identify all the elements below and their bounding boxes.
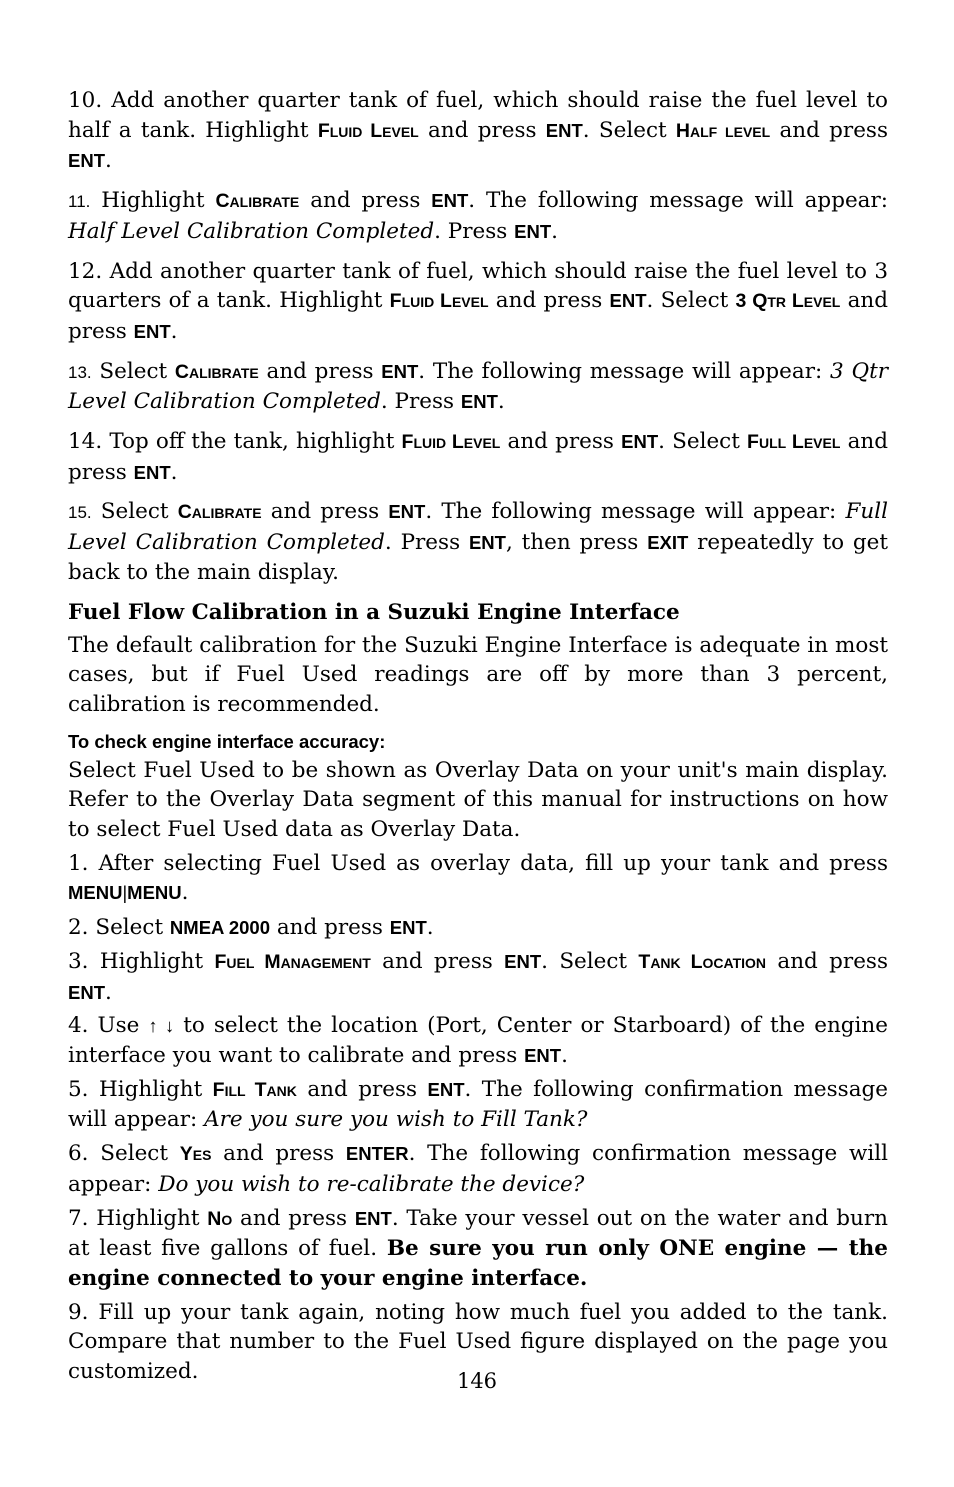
section-heading: Fuel Flow Calibration in a Suzuki Engine Interface (68, 599, 680, 625)
menu-term: Half level (675, 119, 771, 142)
key-label: ENT (389, 917, 427, 939)
step-1: 1. After selecting Fuel Used as overlay data, fill up your tank and press MENU|MENU. (68, 850, 888, 906)
step-9: 9. Fill up your tank again, noting how much fuel you added to the tank. Compare that number to the Fuel Used figure displayed on the page you customized. (68, 1299, 888, 1385)
step-14: 14. Top off the tank, highlight Fluid Level and press ENT. Select Full Level and press ENT. (68, 429, 889, 485)
message-text: Half Level Calibration Completed (68, 218, 435, 244)
step-15: 15. Select Calibrate and press ENT. The following message will appear: Full Level Calibration Completed. Press ENT, then press EXIT repeatedly to get back to the main display. (68, 499, 888, 585)
key-label: ENT (381, 360, 419, 382)
menu-term: Fill Tank (212, 1078, 297, 1101)
arrow-keys-icon: ↑ ↓ (148, 1015, 175, 1037)
key-label: ENT (427, 1078, 465, 1100)
key-label: ENT (504, 950, 542, 972)
key-label: ENT (545, 119, 583, 141)
key-label: ENT (68, 981, 105, 1003)
message-text: Do you wish to re-calibrate the device? (158, 1171, 585, 1197)
page-number: 146 (456, 1369, 498, 1393)
check-paragraph: Select Fuel Used to be shown as Overlay Data on your unit's main display. Refer to the Overlay Data segment of this manual for instructions on how to select Fuel Used data as Overlay Data. (68, 757, 888, 843)
menu-term: Calibrate (215, 190, 300, 213)
key-label: MENU (68, 882, 123, 904)
message-text: 3 Qtr Level Calibration Completed (68, 358, 888, 415)
menu-term: Fluid Level (389, 290, 489, 313)
key-label: ENT (68, 150, 105, 172)
key-label: ENT (431, 190, 469, 212)
menu-term: Fuel Management (214, 950, 371, 973)
step-12: 12. Add another quarter tank of fuel, which should raise the fuel level to 3 quarters of a tank. Highlight Fluid Level and press ENT. Select 3 Qtr Level and press ENT. (68, 258, 889, 344)
manual-page (68, 86, 888, 1391)
step-7: 7. Highlight No and press ENT. Take your vessel out on the water and burn at least five gallons of fuel. Be sure you run only ONE engine — the engine connected to your engine interface. (68, 1205, 888, 1291)
menu-term: No (207, 1207, 233, 1230)
menu-term: Calibrate (174, 360, 259, 383)
intro-paragraph: The default calibration for the Suzuki Engine Interface is adequate in most cases, but if Fuel Used readings are off by more than 3 percent, calibration is recommended. (68, 632, 888, 717)
key-label: ENT (621, 431, 659, 453)
message-text: Are you sure you wish to Fill Tank? (204, 1107, 588, 1133)
key-label: ENT (133, 461, 171, 483)
subheading: To check engine interface accuracy: (68, 730, 386, 752)
menu-term: Fluid Level (401, 431, 501, 454)
key-label: ENT (468, 532, 506, 554)
step-6: 6. Select Yes and press ENTER. The following confirmation message will appear: Do you wish to re-calibrate the device? (68, 1141, 889, 1197)
key-label: ENT (524, 1044, 562, 1066)
menu-term: Yes (179, 1143, 212, 1166)
step-3: 3. Highlight Fuel Management and press ENT. Select Tank Location and press ENT. (68, 948, 888, 1005)
step-5: 5. Highlight Fill Tank and press ENT. The following confirmation message will appear: Are you sure you wish to Fill Tank? (68, 1076, 889, 1133)
key-label: ENT (133, 320, 171, 342)
step-10: 10. Add another quarter tank of fuel, which should raise the fuel level to half a tank. Highlight Fluid Level and press ENT. Select Half level and press ENT. (68, 88, 888, 174)
menu-term: Fluid Level (317, 119, 419, 142)
step-2: 2. Select NMEA 2000 and press ENT. (68, 915, 434, 941)
key-label: ENTER (345, 1143, 409, 1165)
menu-term: Full Level (747, 431, 841, 454)
menu-term: Calibrate (177, 501, 262, 524)
key-label: ENT (460, 391, 498, 413)
step-4: 4. Use ↑ ↓ to select the location (Port, Center or Starboard) of the engine interface you want to calibrate and press ENT. (68, 1013, 889, 1068)
separator: | (122, 883, 128, 904)
menu-term: 3 Qtr Level (735, 290, 841, 313)
key-label: NMEA 2000 (169, 917, 271, 939)
step-11: 11. Highlight Calibrate and press ENT. The following message will appear: Half Level Calibration Completed. Press ENT. (68, 188, 889, 244)
key-label: ENT (354, 1207, 392, 1229)
key-label: EXIT (647, 532, 689, 554)
warning-text: Be sure you run only ONE engine — the engine connected to your engine interface. (68, 1236, 888, 1291)
menu-term: Tank Location (638, 950, 767, 973)
key-label: MENU (127, 882, 182, 904)
message-text: Full Level Calibration Completed (68, 499, 888, 556)
key-label: ENT (609, 290, 647, 312)
key-label: ENT (514, 220, 552, 242)
key-label: ENT (388, 501, 426, 523)
step-13: 13. Select Calibrate and press ENT. The following message will appear: 3 Qtr Level Calibration Completed. Press ENT. (68, 358, 888, 415)
